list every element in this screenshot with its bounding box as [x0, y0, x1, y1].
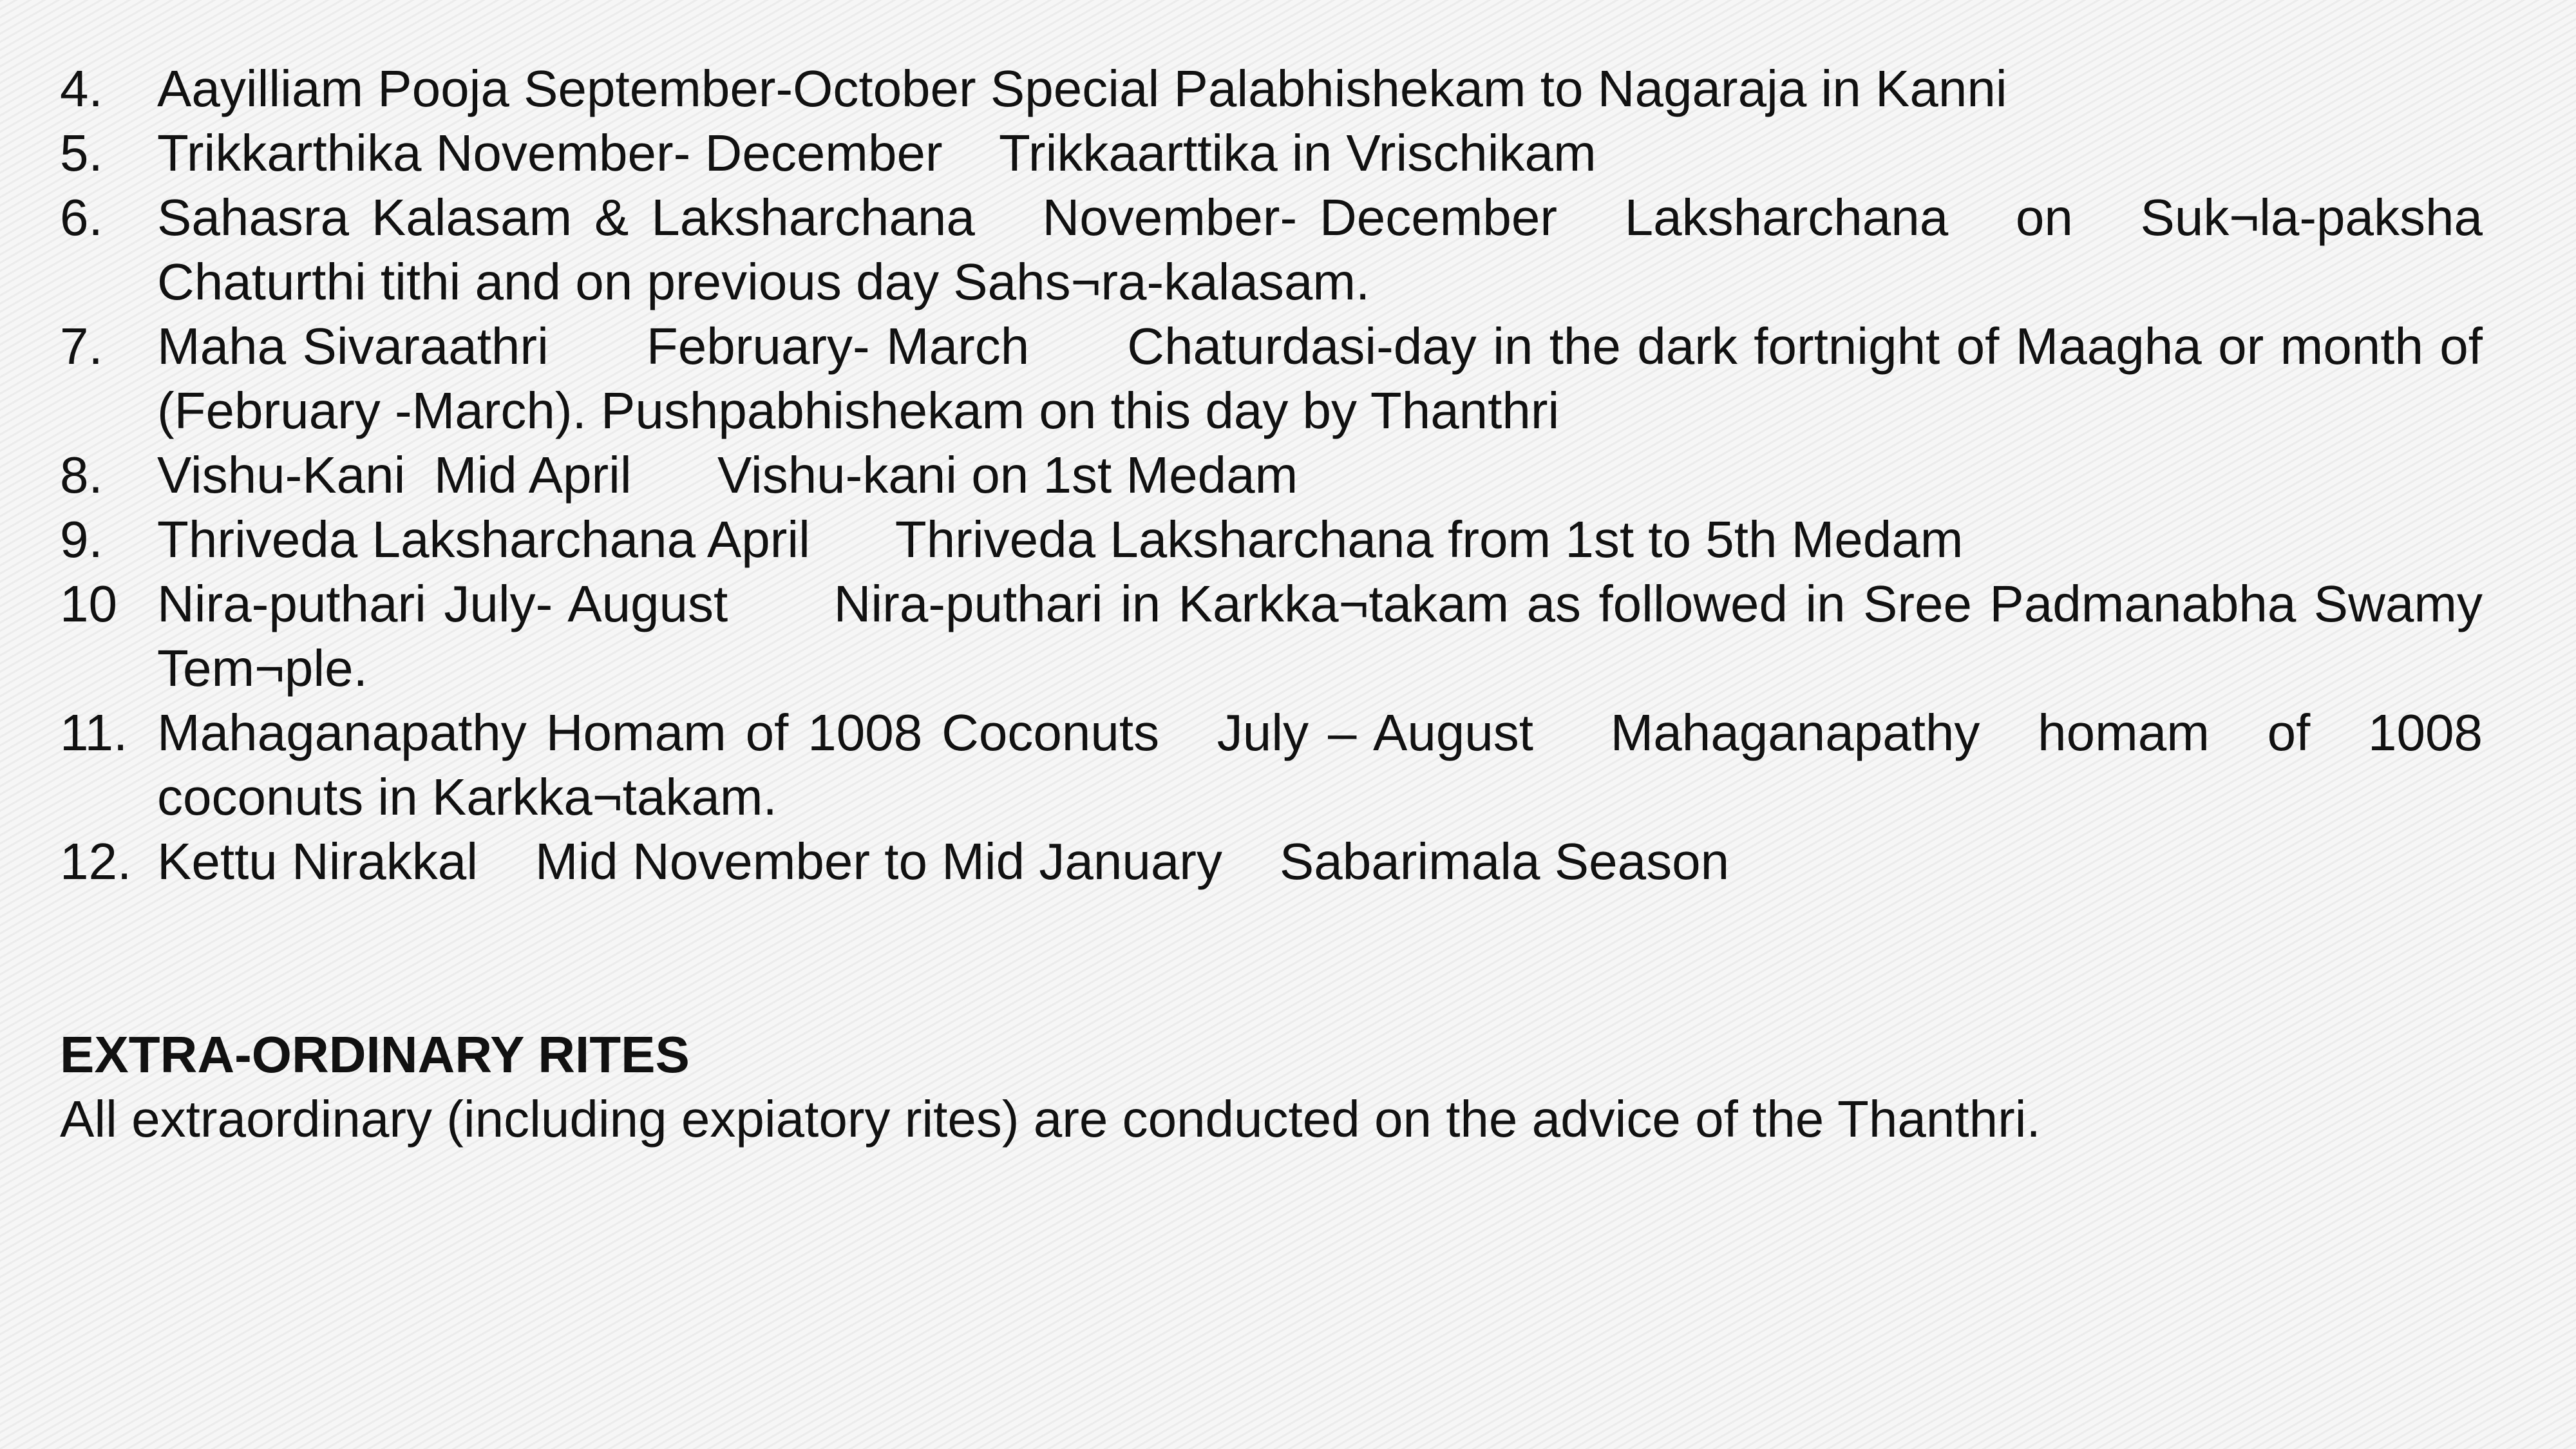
list-item [60, 701, 2497, 829]
item-text: Mahaganapathy Homam of 1008 Coconuts July – August Mahaganapathy homam of 1008 coconuts in Karkka¬takam. [157, 704, 2497, 826]
item-text: Nira-puthari July- August Nira-puthari in Karkka¬takam as followed in Sree Padmanabha Swamy Tem¬ple. [157, 575, 2496, 697]
item-number: 5. [60, 124, 103, 182]
item-text: Trikkarthika November- December Trikkaarttika in Vrischikam [157, 124, 1596, 182]
list-item [60, 57, 2483, 121]
item-number: 11. [60, 704, 128, 761]
item-number: 6. [60, 189, 103, 246]
list-item [60, 443, 2483, 507]
item-text: Vishu-Kani Mid April Vishu-kani on 1st Medam [157, 446, 1298, 504]
list-item [60, 572, 2496, 701]
item-number: 12. [60, 833, 132, 890]
item-number: 8. [60, 446, 103, 504]
list-item [60, 185, 2497, 314]
item-text: Kettu Nirakkal Mid November to Mid January Sabarimala Season [157, 833, 1730, 890]
item-text: Maha Sivaraathri February- March Chaturdasi-day in the dark fortnight of Maagha or month of (February -March). Pushpabhishekam on this day by Thanthri [157, 317, 2526, 439]
list-item [60, 121, 2483, 185]
list-item [60, 314, 2526, 443]
item-number: 9. [60, 511, 103, 568]
item-number: 10 [60, 575, 117, 632]
item-text: Aayilliam Pooja September-October Special Palabhishekam to Nagaraja in Kanni [157, 60, 2007, 117]
slide-content [60, 57, 2526, 1151]
item-text: Sahasra Kalasam & Laksharchana November- December Laksharchana on Suk¬la-paksha Chaturthi tithi and on previous day Sahs¬ra-kalasam. [157, 189, 2497, 310]
section-heading: EXTRA-ORDINARY RITES [60, 1026, 690, 1083]
festival-list [60, 57, 2526, 894]
list-item [60, 507, 2483, 572]
section-paragraph: All extraordinary (including expiatory rites) are conducted on the advice of the Thanthri. [60, 1090, 2041, 1148]
list-item [60, 829, 2483, 894]
item-number: 7. [60, 317, 103, 375]
item-number: 4. [60, 60, 103, 117]
item-text: Thriveda Laksharchana April Thriveda Laksharchana from 1st to 5th Medam [157, 511, 1964, 568]
